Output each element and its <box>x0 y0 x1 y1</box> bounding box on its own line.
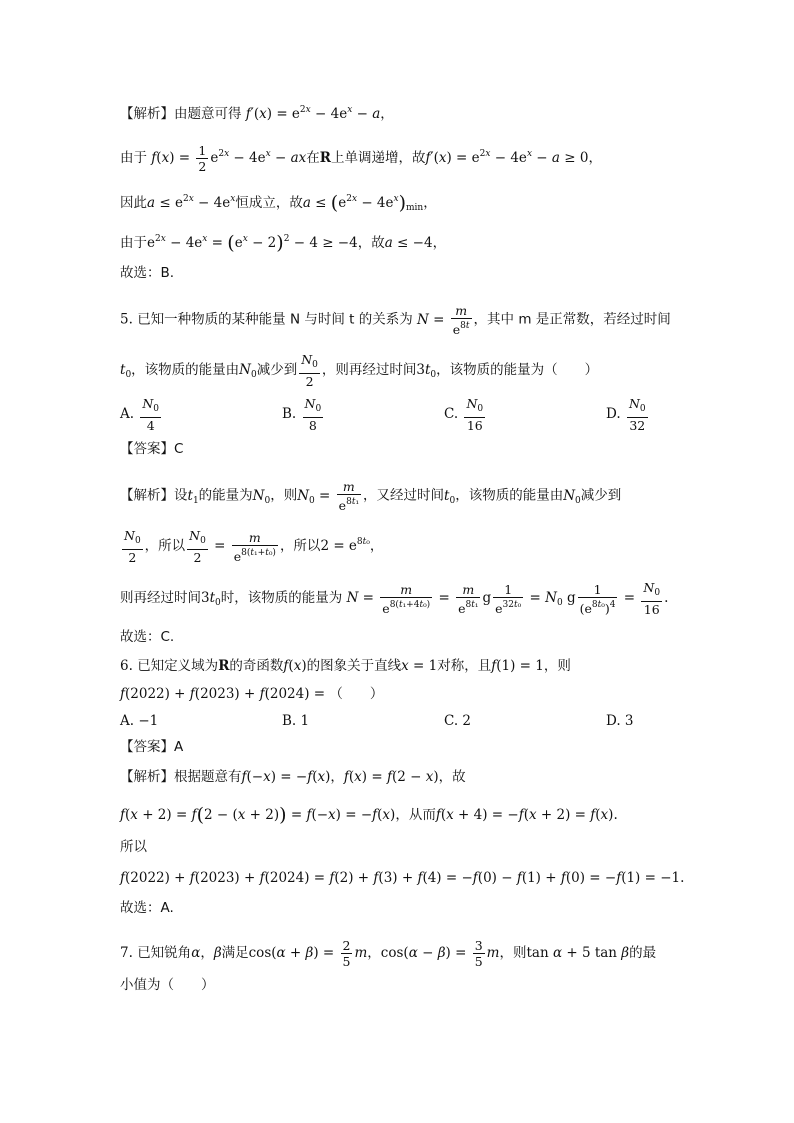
q6-solution-line-4: f(2022) + f(2023) + f(2024) = f(2) + f(3) + f(4) = −f(0) − f(1) + f(0) = −f(1) = −1. <box>120 870 685 886</box>
q6-option-d: D. 3 <box>606 713 634 729</box>
q6-answer: 【答案】A <box>120 739 184 755</box>
q5-stem-line-2: $t_0$，该物质的能量由$N_0$减少到 $\frac{N_0}{2}$ ，则再经过时间$3t_0$，该物质的能量为（ ） <box>120 352 599 389</box>
formula: f(x) = $\frac{1}{2}$ $e^{2x} - 4e^x$ − ax <box>151 143 307 174</box>
conclusion-b: 故选：B. <box>120 265 175 281</box>
q5-solution-line-1: 【解析】设$t_1$的能量为$N_0$，则$N_0$ = $\frac{m}{e^{8t_1}}$ ，又经过时间$t_0$，该物质的能量由$N_0$减少到 <box>120 479 622 513</box>
question-number: 5. <box>120 311 133 328</box>
analysis-label: 【解析】 <box>120 106 174 122</box>
q6-solution-line-1: 【解析】根据题意有f(−x) = −f(x)，f(x) = f(2 − x)，故 <box>120 769 466 785</box>
q5-conclusion: 故选：C. <box>120 629 175 645</box>
q6-option-c: C. 2 <box>444 713 472 729</box>
q6-option-b: B. 1 <box>282 713 310 729</box>
solution-line-1: 【解析】由题意可得 $f'(x) = e^{2x} - 4e^x - a$， <box>120 105 394 122</box>
formula: N = $\frac{m}{e^{8t}}$ <box>417 303 470 337</box>
q5-answer: 【答案】C <box>120 441 184 457</box>
q5-option-b: B. $\frac{N_0}{8}$ <box>282 396 322 433</box>
q5-solution-line-2: $\frac{N_0}{2}$ ，所以 $\frac{N_0}{2}$ = $\frac{m}{e^{8(t_1+t_0)}}$ ，所以$2 = e^{8t_0}$， <box>124 528 384 565</box>
q7-stem-line-1: 7. 已知锐角α，β满足cos(α + β) = $\frac{2}{5}$ m，cos(α − β) = $\frac{3}{5}$ m，则tan α + 5 tan β的最 <box>120 938 657 969</box>
formula: $e^{2x} - 4e^x = (e^x - 2)^2 - 4 \ge -4$ <box>147 232 358 254</box>
solution-line-4: 由于$e^{2x} - 4e^x = (e^x - 2)^2 - 4 \ge -4$，故a ≤ −4， <box>120 232 447 254</box>
q6-solution-line-2: f(x + 2) = f(2 − (x + 2)) = f(−x) = −f(x)，从而f(x + 4) = −f(x + 2) = f(x). <box>120 804 618 826</box>
q5-stem-line-1: 5. 已知一种物质的某种能量 N 与时间 t 的关系为 N = $\frac{m}{e^{8t}}$ ，其中 m 是正常数，若经过时间 <box>120 303 671 337</box>
q5-option-c: C. $\frac{N_0}{16}$ <box>444 396 484 433</box>
formula: $f'(x) = e^{2x} - 4e^x - a$ <box>245 105 381 122</box>
q7-stem-line-2: 小值为（ ） <box>120 977 215 993</box>
solution-line-3: 因此$a \le e^{2x} - 4e^x$恒成立，故$a \le (e^{2x} - 4e^x)_{min}$， <box>120 192 437 214</box>
q5-solution-line-3: 则再经过时间$3t_0$时，该物质的能量为 N = $\frac{m}{e^{8(t_1+4t_0)}}$ = $\frac{m}{e^{8t_1}}$ g $\frac{1}{e^{32t_0}}$ = $N_0$ g $\frac{1}{(e^{8t_0})^4}$ = $\frac{N_0}{16}$ . <box>120 580 669 617</box>
q6-conclusion: 故选：A. <box>120 900 174 916</box>
formula: $a \le e^{2x} - 4e^x$ <box>147 194 236 211</box>
q6-solution-line-3: 所以 <box>120 839 147 855</box>
solution-line-2: 由于 f(x) = $\frac{1}{2}$ $e^{2x} - 4e^x$ − ax在R上单调递增，故$f'(x) = e^{2x} - 4e^x - a \ge 0$， <box>120 143 602 174</box>
q6-stem-line-2: f(2022) + f(2023) + f(2024) = （ ） <box>120 686 384 702</box>
q6-stem-line-1: 6. 已知定义域为R的奇函数f(x)的图象关于直线x = 1对称，且f(1) = 1，则 <box>120 658 571 674</box>
q5-option-a: A. $\frac{N_0}{4}$ <box>120 396 160 433</box>
q6-option-a: A. −1 <box>120 713 159 729</box>
q5-option-d: D. $\frac{N_0}{32}$ <box>606 396 646 433</box>
